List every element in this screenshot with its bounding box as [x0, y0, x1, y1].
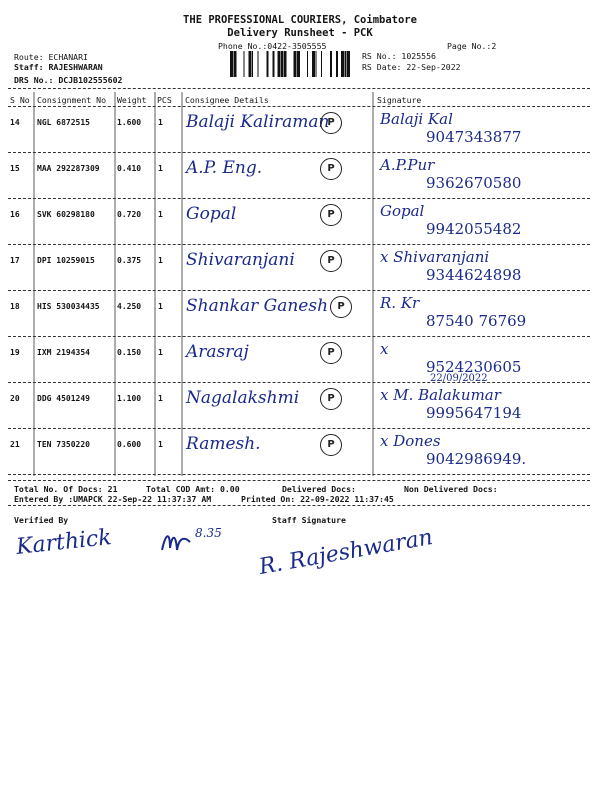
row-pcs: 1 — [158, 164, 163, 173]
p-mark-circle: P — [320, 204, 342, 226]
row-sno: 20 — [10, 394, 20, 403]
row-consignment: TEN 7350220 — [37, 440, 90, 449]
row-sno: 19 — [10, 348, 20, 357]
table-row — [8, 342, 590, 384]
signature-handwritten: x Dones — [380, 432, 441, 450]
row-weight: 0.375 — [117, 256, 142, 265]
consignee-handwritten: Nagalakshmi — [186, 388, 300, 408]
consignee-handwritten: Shivaranjani — [186, 250, 295, 270]
row-consignment: DDG 4501249 — [37, 394, 90, 403]
staff: Staff: RAJESHWARAN — [14, 62, 103, 72]
p-mark-circle: P — [320, 388, 342, 410]
consignee-handwritten: Arasraj — [186, 342, 249, 362]
row-divider — [8, 428, 590, 429]
sheet-title: Delivery Runsheet - PCK — [227, 27, 373, 39]
p-mark-circle: P — [320, 434, 342, 456]
phone-handwritten: 87540 76769 — [426, 312, 527, 330]
consignee-handwritten: Ramesh. — [186, 434, 261, 454]
row-weight: 4.250 — [117, 302, 142, 311]
consignee-handwritten: A.P. Eng. — [186, 158, 263, 178]
col-pcs: PCS — [157, 95, 172, 105]
consignee-handwritten: Shankar Ganesh — [186, 296, 329, 316]
col-consignee: Consignee Details — [185, 95, 269, 105]
table-row — [8, 204, 590, 246]
col-consignment: Consignment No — [37, 95, 107, 105]
signature-handwritten: x — [380, 340, 389, 358]
row-consignment: MAA 292287309 — [37, 164, 100, 173]
staff-signature-label: Staff Signature — [272, 515, 346, 525]
p-mark-circle: P — [330, 296, 352, 318]
p-mark-circle: P — [320, 112, 342, 134]
row-consignment: NGL 6872515 — [37, 118, 90, 127]
row-consignment: SVK 60298180 — [37, 210, 95, 219]
row-divider — [8, 336, 590, 337]
phone-handwritten: 9995647194 — [426, 404, 522, 422]
time-note: 8.35 — [195, 526, 222, 540]
signature-handwritten: x Shivaranjani — [380, 248, 490, 266]
row-divider — [8, 290, 590, 291]
signature-handwritten: R. Kr — [380, 294, 420, 312]
divider — [8, 505, 590, 506]
row-divider — [8, 152, 590, 153]
row-weight: 0.150 — [117, 348, 142, 357]
p-mark-circle: P — [320, 342, 342, 364]
consignee-handwritten: Balaji Kaliraman — [186, 112, 330, 132]
company-name: THE PROFESSIONAL COURIERS, Coimbatore — [183, 14, 417, 26]
row-pcs: 1 — [158, 302, 163, 311]
verified-signature: Karthick — [14, 525, 113, 560]
staff-signature: R. Rajeshwaran — [257, 524, 435, 581]
p-mark-circle: P — [320, 158, 342, 180]
initials-scribble — [160, 528, 200, 558]
row-pcs: 1 — [158, 440, 163, 449]
row-pcs: 1 — [158, 348, 163, 357]
drs-number: DRS No.: DCJB102555602 — [14, 75, 123, 85]
table-row — [8, 112, 590, 154]
table-row — [8, 388, 590, 430]
p-mark-circle: P — [320, 250, 342, 272]
phone-handwritten: 9942055482 — [426, 220, 522, 238]
phone-handwritten: 9344624898 — [426, 266, 522, 284]
row-divider — [8, 198, 590, 199]
phone-handwritten: 9047343877 — [426, 128, 522, 146]
rs-date: RS Date: 22-Sep-2022 — [362, 62, 461, 72]
signature-handwritten: Gopal — [380, 202, 425, 220]
phone-number: Phone No.:0422-3505555 — [218, 41, 327, 51]
table-row — [8, 296, 590, 338]
row-weight: 0.600 — [117, 440, 142, 449]
row-sno: 21 — [10, 440, 20, 449]
row-weight: 0.410 — [117, 164, 142, 173]
entered-by: Entered By :UMAPCK 22-Sep-22 11:37:37 AM — [14, 494, 212, 504]
non-delivered-docs: Non Delivered Docs: — [404, 484, 498, 494]
row-weight: 0.720 — [117, 210, 142, 219]
col-weight: Weight — [117, 95, 147, 105]
row-divider — [8, 382, 590, 383]
phone-handwritten: 9362670580 — [426, 174, 522, 192]
table-row — [8, 250, 590, 292]
row-divider — [8, 474, 590, 475]
phone-handwritten: 9042986949. — [426, 450, 527, 468]
row-pcs: 1 — [158, 394, 163, 403]
signature-handwritten: A.P.Pur — [380, 156, 435, 174]
row-consignment: DPI 10259015 — [37, 256, 95, 265]
total-docs: Total No. Of Docs: 21 — [14, 484, 118, 494]
consignee-handwritten: Gopal — [186, 204, 237, 224]
route: Route: ECHANARI — [14, 52, 88, 62]
row-pcs: 1 — [158, 210, 163, 219]
row-sno: 18 — [10, 302, 20, 311]
row-weight: 1.100 — [117, 394, 142, 403]
rs-number: RS No.: 1025556 — [362, 51, 436, 61]
row-pcs: 1 — [158, 118, 163, 127]
total-cod: Total COD Amt: 0.00 — [146, 484, 240, 494]
row-sno: 15 — [10, 164, 20, 173]
col-signature: Signature — [377, 95, 422, 105]
divider — [8, 480, 590, 481]
signature-handwritten: x M. Balakumar — [380, 386, 501, 404]
row-sno: 14 — [10, 118, 20, 127]
phone-handwritten: 9524230605 — [426, 358, 522, 376]
row-weight: 1.600 — [117, 118, 142, 127]
delivered-docs: Delivered Docs: — [282, 484, 356, 494]
row-divider — [8, 244, 590, 245]
table-row — [8, 158, 590, 200]
date-handwritten: 22/09/2022 — [430, 373, 488, 384]
col-sno: S No — [10, 95, 30, 105]
row-pcs: 1 — [158, 256, 163, 265]
verified-by-label: Verified By — [14, 515, 69, 525]
row-sno: 17 — [10, 256, 20, 265]
signature-handwritten: Balaji Kal — [380, 110, 453, 128]
page-number: Page No.:2 — [447, 41, 497, 51]
row-consignment: HIS 530034435 — [37, 302, 100, 311]
row-sno: 16 — [10, 210, 20, 219]
row-consignment: IXM 2194354 — [37, 348, 90, 357]
printed-on: Printed On: 22-09-2022 11:37:45 — [241, 494, 394, 504]
table-row — [8, 434, 590, 476]
